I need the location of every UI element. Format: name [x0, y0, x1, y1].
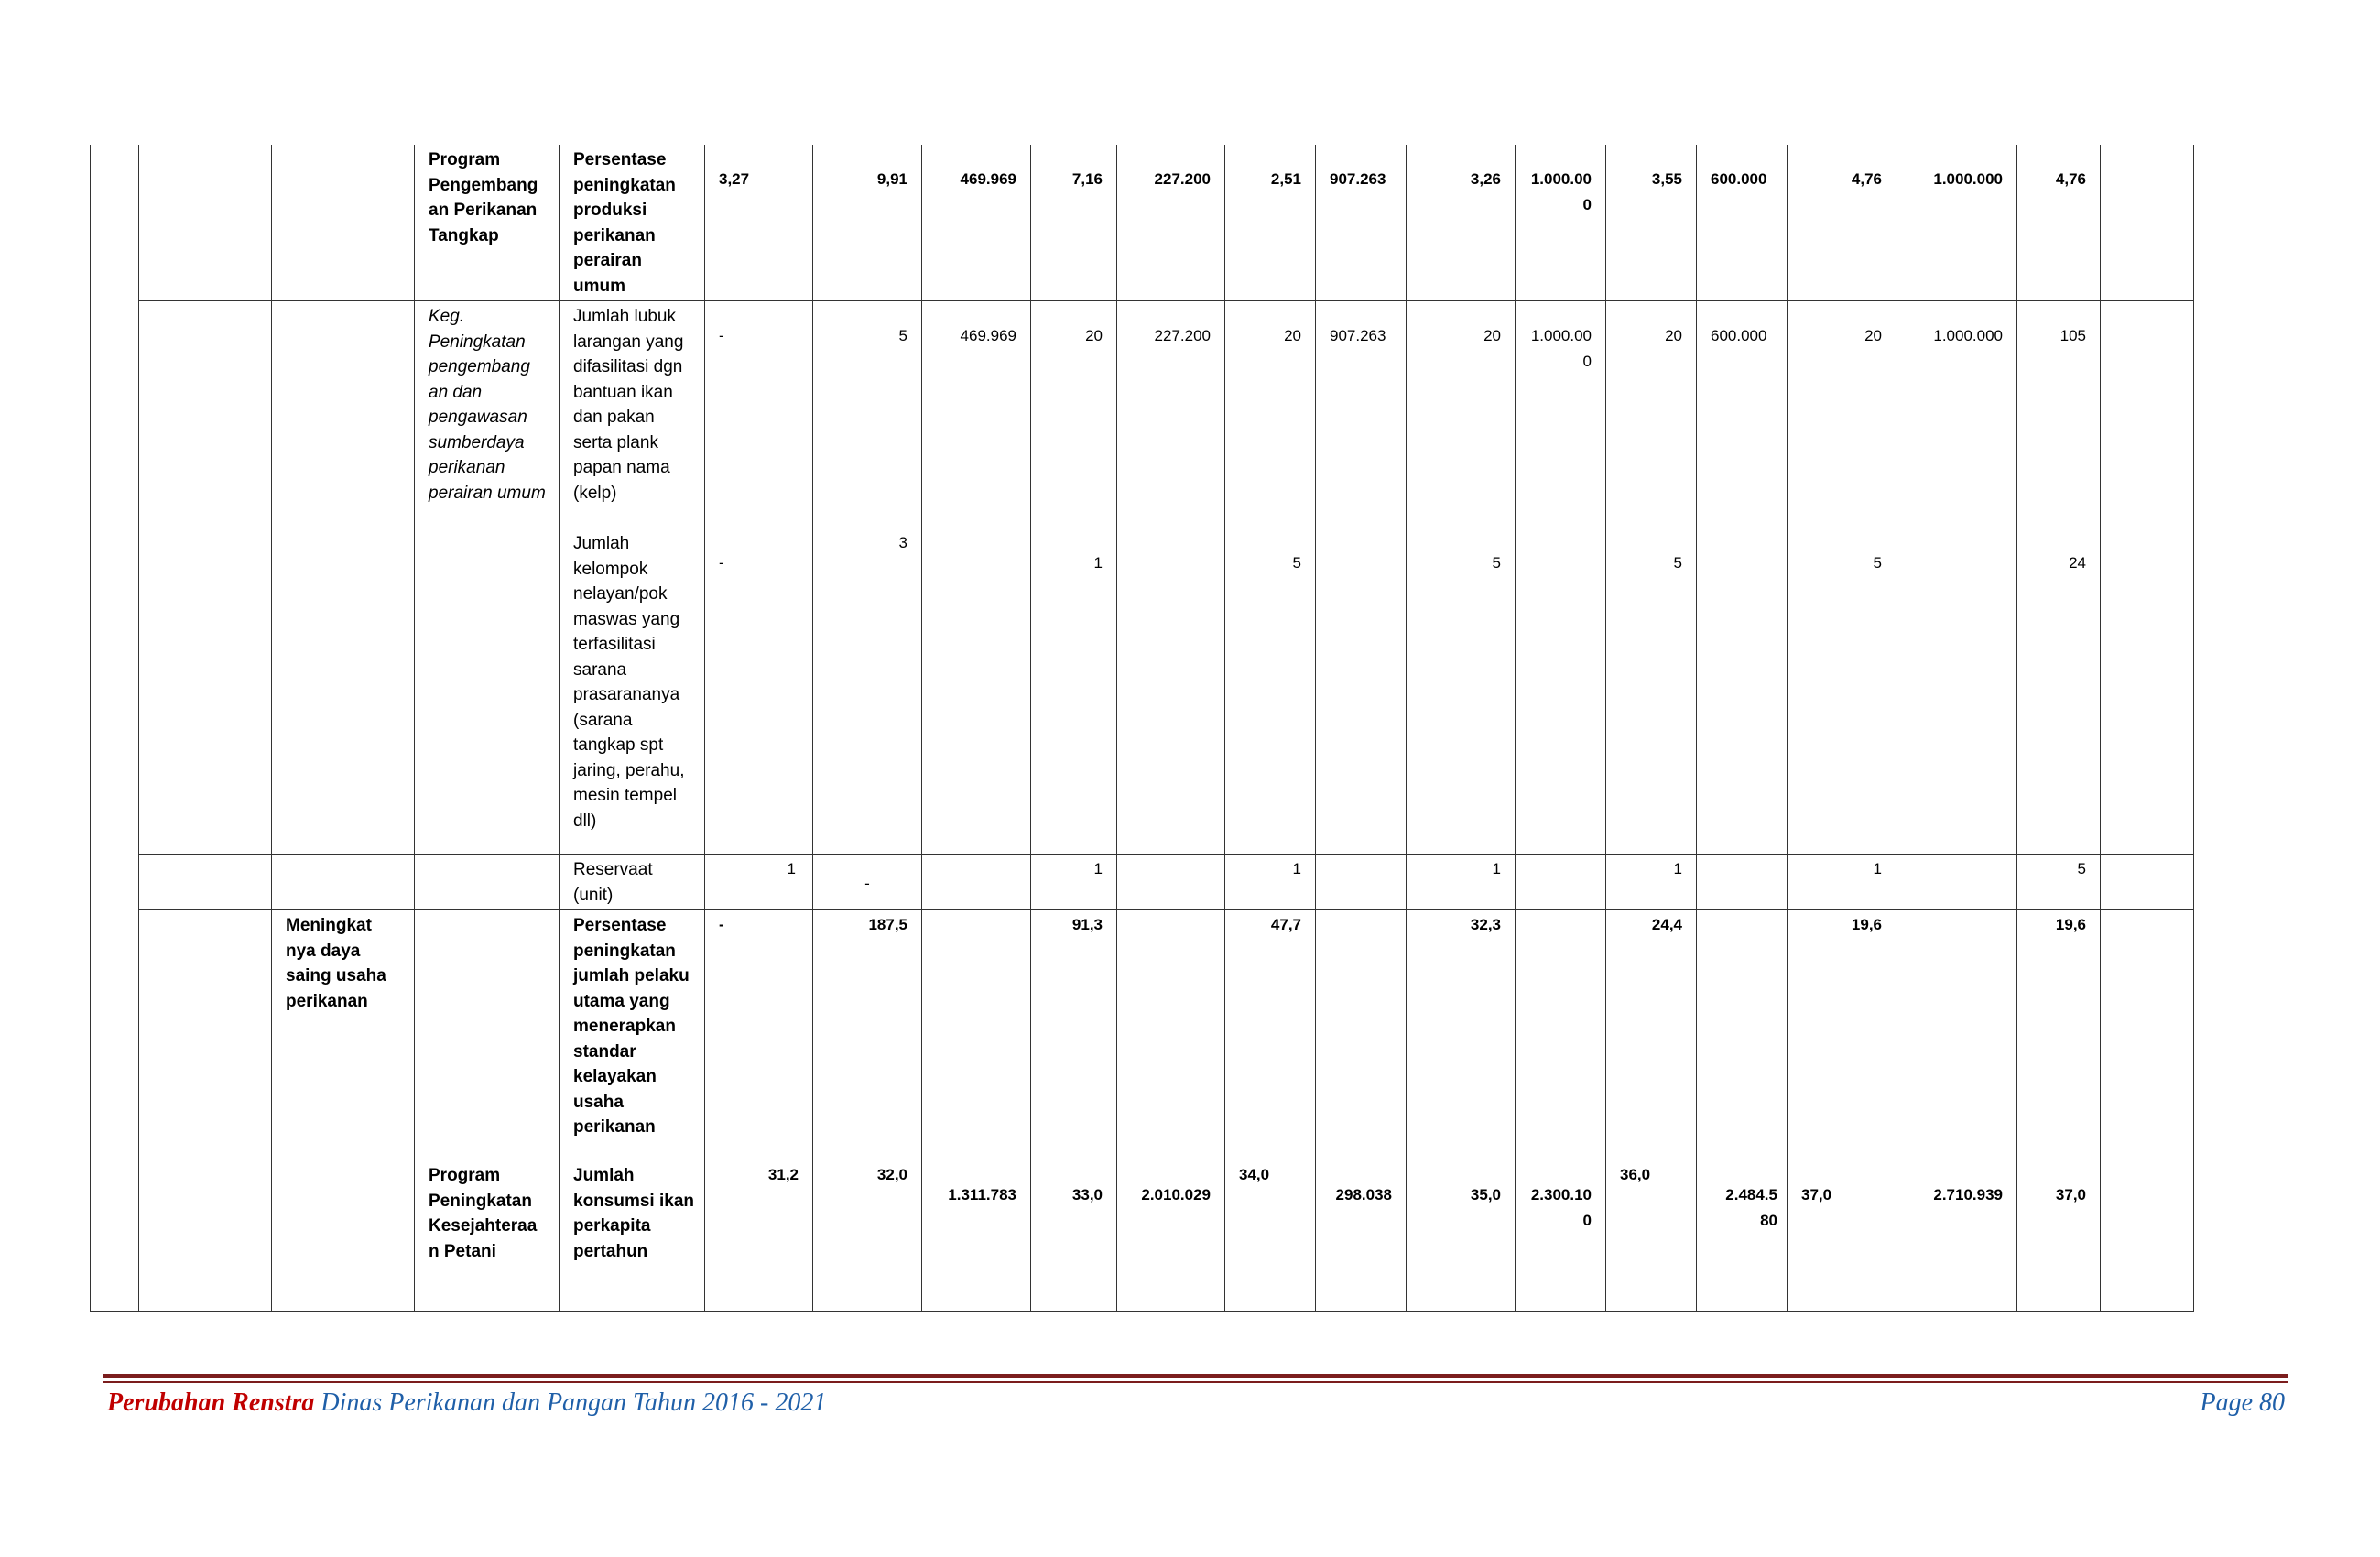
footer-rule-thick: [103, 1374, 2288, 1378]
value-cell: [1516, 910, 1606, 1160]
value-cell: 227.200: [1117, 145, 1225, 301]
value-cell: 35,0: [1407, 1160, 1516, 1312]
value-cell: 5: [2017, 855, 2101, 910]
value-cell: 2.010.029: [1117, 1160, 1225, 1312]
extra-cell: [2101, 1160, 2194, 1312]
value-cell: [922, 855, 1031, 910]
level1-cell: [139, 301, 272, 528]
value-cell: 5: [813, 301, 922, 528]
table-row: [91, 145, 2194, 301]
value-cell: [922, 528, 1031, 855]
blank-cell: [91, 1160, 139, 1312]
value-cell: [1896, 910, 2017, 1160]
indicator-cell: Jumlah kelompok nelayan/pok maswas yang terfasilitasi sarana prasarananya (sarana tangkap spt jaring, perahu, mesin tempel dll): [560, 528, 705, 855]
value-cell: 24: [2017, 528, 2101, 855]
indicator-cell: Persentase peningkatan jumlah pelaku utama yang menerapkan standar kelayakan usaha perikanan: [560, 910, 705, 1160]
table-row: [91, 301, 2194, 528]
value-cell: [1697, 855, 1788, 910]
value-cell: 1: [1407, 855, 1516, 910]
value-cell: 37,0: [1788, 1160, 1896, 1312]
value-cell: 907.263: [1316, 301, 1407, 528]
value-cell: 32,3: [1407, 910, 1516, 1160]
value-cell: 34,0: [1225, 1160, 1316, 1312]
blank-cell: [91, 145, 139, 301]
program-cell: [415, 855, 560, 910]
value-cell: 600.000: [1697, 145, 1788, 301]
value-cell: 907.263: [1316, 145, 1407, 301]
value-cell: [1896, 528, 2017, 855]
page-number: Page 80: [2200, 1388, 2285, 1417]
table-row: [91, 910, 2194, 1160]
value-cell: 20: [1606, 301, 1697, 528]
extra-cell: [2101, 301, 2194, 528]
value-cell: 4,76: [1788, 145, 1896, 301]
level2-cell: [272, 1160, 415, 1312]
footer-brand: Perubahan Renstra: [107, 1388, 315, 1417]
value-cell: 20: [1225, 301, 1316, 528]
value-cell: 469.969: [922, 145, 1031, 301]
extra-cell: [2101, 528, 2194, 855]
value-cell: 1.311.783: [922, 1160, 1031, 1312]
value-cell: 2.484.5 80: [1697, 1160, 1788, 1312]
program-cell: Keg. Peningkatan pengembang an dan pengawasan sumberdaya perikanan perairan umum: [415, 301, 560, 528]
value-cell: -: [705, 910, 813, 1160]
indicator-cell: Reservaat (unit): [560, 855, 705, 910]
value-cell: 3,26: [1407, 145, 1516, 301]
value-cell: 469.969: [922, 301, 1031, 528]
blank-cell: [91, 301, 139, 528]
value-cell: 1.000.000: [1516, 145, 1606, 301]
value-cell: 37,0: [2017, 1160, 2101, 1312]
value-cell: 1: [705, 855, 813, 910]
value-cell: 227.200: [1117, 301, 1225, 528]
level1-cell: [139, 1160, 272, 1312]
indicator-cell: Persentase peningkatan produksi perikanan perairan umum: [560, 145, 705, 301]
dash-text: -: [864, 875, 870, 892]
program-cell: Program Peningkatan Kesejahteraa n Petani: [415, 1160, 560, 1312]
value-cell: 1: [1031, 528, 1117, 855]
value-cell: [1117, 910, 1225, 1160]
value-cell: 32,0: [813, 1160, 922, 1312]
value-cell: 7,16: [1031, 145, 1117, 301]
value-cell: 3,55: [1606, 145, 1697, 301]
value-cell: 1: [1031, 855, 1117, 910]
program-cell: [415, 528, 560, 855]
value-cell: 1.000.000: [1896, 145, 2017, 301]
level1-cell: [139, 528, 272, 855]
value-cell: 20: [1031, 301, 1117, 528]
value-cell: 36,0: [1606, 1160, 1697, 1312]
value-cell: [1697, 528, 1788, 855]
value-cell: 20: [1407, 301, 1516, 528]
value-cell: [1516, 855, 1606, 910]
value-cell: 9,91: [813, 145, 922, 301]
value-cell: 5: [1788, 528, 1896, 855]
value-cell: [1516, 528, 1606, 855]
value-cell: 2.300.100: [1516, 1160, 1606, 1312]
blank-cell: [91, 528, 139, 855]
value-cell: 3: [813, 528, 922, 855]
value-cell: 1: [1788, 855, 1896, 910]
value-cell: 2.710.939: [1896, 1160, 2017, 1312]
value-cell: -: [705, 528, 813, 855]
level2-cell: [272, 301, 415, 528]
value-cell: 20: [1788, 301, 1896, 528]
value-cell: [922, 910, 1031, 1160]
value-cell: 24,4: [1606, 910, 1697, 1160]
blank-cell: [91, 855, 139, 910]
extra-cell: [2101, 910, 2194, 1160]
value-cell: 5: [1606, 528, 1697, 855]
table-row: [91, 1160, 2194, 1312]
value-cell: 187,5: [813, 910, 922, 1160]
value-cell: 4,76: [2017, 145, 2101, 301]
value-cell: 1.000.000: [1516, 301, 1606, 528]
level2-cell: [272, 855, 415, 910]
footer-title: [107, 1388, 826, 1418]
value-cell: [1896, 855, 2017, 910]
level2-cell: Meningkat nya daya saing usaha perikanan: [272, 910, 415, 1160]
value-cell: -: [705, 301, 813, 528]
value-cell: [1117, 528, 1225, 855]
level1-cell: [139, 910, 272, 1160]
table-row: [91, 528, 2194, 855]
value-cell: 31,2: [705, 1160, 813, 1312]
value-cell: 2,51: [1225, 145, 1316, 301]
value-cell: [1316, 528, 1407, 855]
value-cell: 19,6: [1788, 910, 1896, 1160]
value-cell: [1697, 910, 1788, 1160]
value-cell: 5: [1225, 528, 1316, 855]
value-cell: [1316, 910, 1407, 1160]
indicator-cell: Jumlah konsumsi ikan perkapita pertahun: [560, 1160, 705, 1312]
value-cell: 105: [2017, 301, 2101, 528]
program-cell: Program Pengembang an Perikanan Tangkap: [415, 145, 560, 301]
renstra-table: [90, 145, 2194, 1312]
value-cell: 1: [1606, 855, 1697, 910]
extra-cell: [2101, 855, 2194, 910]
value-cell: 298.038: [1316, 1160, 1407, 1312]
value-cell: 91,3: [1031, 910, 1117, 1160]
indicator-cell: Jumlah lubuk larangan yang difasilitasi dgn bantuan ikan dan pakan serta plank papan nama (kelp): [560, 301, 705, 528]
value-cell: [1316, 855, 1407, 910]
level2-cell: [272, 528, 415, 855]
level1-cell: [139, 855, 272, 910]
value-cell: [813, 855, 922, 910]
program-cell: [415, 910, 560, 1160]
blank-cell: [91, 910, 139, 1160]
value-cell: 1: [1225, 855, 1316, 910]
value-cell: 600.000: [1697, 301, 1788, 528]
value-cell: 33,0: [1031, 1160, 1117, 1312]
value-cell: 3,27: [705, 145, 813, 301]
level1-cell: [139, 145, 272, 301]
value-cell: [1117, 855, 1225, 910]
value-cell: 19,6: [2017, 910, 2101, 1160]
level2-cell: [272, 145, 415, 301]
table-row: [91, 855, 2194, 910]
value-cell: 1.000.000: [1896, 301, 2017, 528]
footer-description: Dinas Perikanan dan Pangan Tahun 2016 - 2021: [321, 1388, 827, 1417]
value-cell: 47,7: [1225, 910, 1316, 1160]
footer-rule-thin: [103, 1381, 2288, 1383]
extra-cell: [2101, 145, 2194, 301]
value-cell: 5: [1407, 528, 1516, 855]
